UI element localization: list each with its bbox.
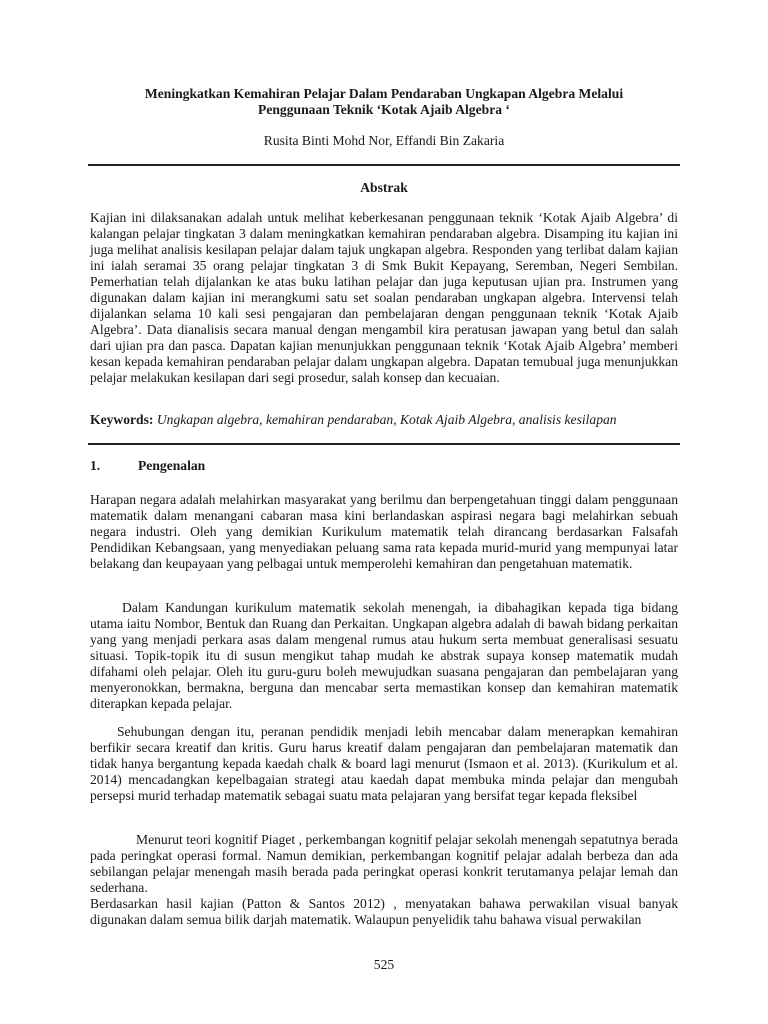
body-paragraph-4: Menurut teori kognitif Piaget , perkembangan kognitif pelajar sekolah menengah sepatutnya berada pada peringkat operasi formal. Namun demikian, perkembangan kognitif pelajar adalah berbeza dan ada sebilangan pelajar menengah masih berada pada peringkat operasi konkrit terutamanya pelajar lemah dan sederhana. xyxy=(90,832,678,895)
title-line-2: Penggunaan Teknik ‘Kotak Ajaib Algebra ‘ xyxy=(258,102,510,117)
keywords-text: Ungkapan algebra, kemahiran pendaraban, Kotak Ajaib Algebra, analisis kesilapan xyxy=(156,412,617,427)
body-paragraph-3: Sehubungan dengan itu, peranan pendidik menjadi lebih mencabar dalam menerapkan kemahiran berfikir secara kreatif dan kritis. Guru harus kreatif dalam pengajaran dan pembelajaran matematik dan tidak hanya bergantung kepada kaedah chalk & board lagi menurut (Ismaon et al. 2013). (Kurikulum et al. 2014) mencadangkan kepelbagaian strategi atau kaedah dapat membuka minda pelajar dan mengubah persepsi murid terhadap matematik sebagai suatu mata pelajaran yang bersifat tegar kepada fleksibel xyxy=(90,724,678,803)
abstract-text: Kajian ini dilaksanakan adalah untuk melihat keberkesanan penggunaan teknik ‘Kotak Ajaib Algebra’ di kalangan pelajar tingkatan 3 dalam meningkatkan kemahiran pendaraban algebra. Disamping itu kajian ini juga melihat analisis kesilapan pelajar dalam tajuk ungkapan algebra. Responden yang terlibat dalam kajian ini ialah seramai 35 orang pelajar tingkatan 3 di Smk Bukit Kepayang, Seremban, Negeri Sembilan. Pemerhatian telah dijalankan ke atas buku latihan pelajar dan juga keputusan ujian pra. Instrumen yang digunakan dalam kajian ini merangkumi satu set soalan pendaraban ungkapan algebra. Intervensi telah dijalankan selama 10 kali sesi pengajaran dan pembelajaran dengan penggunaan teknik ‘Kotak Ajaib Algebra’. Data dianalisis secara manual dengan mengambil kira peratusan jawapan yang betul dan salah dari ujian pra dan pasca. Dapatan kajian menunjukkan penggunaan teknik ‘Kotak Ajaib Algebra’ memberi kesan kepada kemahiran pendaraban pelajar dalam ungkapan algebra. Dapatan temubual juga menunjukkan pelajar melakukan kesilapan dari segi prosedur, salah konsep dan kecuaian. xyxy=(90,210,678,385)
title-line-1: Meningkatkan Kemahiran Pelajar Dalam Pendaraban Ungkapan Algebra Melalui xyxy=(144,86,624,101)
paper-title xyxy=(90,86,678,118)
top-divider xyxy=(88,164,680,166)
section-heading xyxy=(90,458,678,474)
keywords xyxy=(90,412,678,428)
body-paragraph-1: Harapan negara adalah melahirkan masyarakat yang berilmu dan berpengetahuan tinggi dalam penggunaan matematik dalam menangani cabaran masa kini berlandaskan aspirasi negara bagi melahirkan sebuah negara industri. Oleh yang demikian Kurikulum matematik telah dirancang berdasarkan Falsafah Pendidikan Kebangsaan, yang menyediakan peluang sama rata kepada murid-murid yang mempunyai latar belakang dan keupayaan yang pelbagai untuk memperolehi kemahiran dan pengetahuan matematik. xyxy=(90,492,678,571)
bottom-divider xyxy=(88,443,680,445)
paper-authors: Rusita Binti Mohd Nor, Effandi Bin Zakaria xyxy=(263,133,505,148)
page-number: 525 xyxy=(373,957,395,972)
keywords-label: Keywords: xyxy=(90,412,154,427)
section-title: Pengenalan xyxy=(138,458,206,473)
body-paragraph-2: Dalam Kandungan kurikulum matematik sekolah menengah, ia dibahagikan kepada tiga bidang utama iaitu Nombor, Bentuk dan Ruang dan Perkaitan. Ungkapan algebra adalah di bawah bidang perkaitan yang yang menjadi perkara asas dalam mengenal rumus atau hukum serta membuat generalisasi sesuatu situasi. Topik-topik itu di susun mengikut tahap mudah ke abstrak supaya konsep matematik mudah difahami oleh pelajar. Oleh itu guru-guru boleh mewujudkan suasana pengajaran dan pembelajaran yang menyeronokkan, bermakna, berguna dan mencabar serta memastikan konsep dan kemahiran matematik diterapkan kepada pelajar. xyxy=(90,600,678,711)
section-number: 1. xyxy=(90,458,101,473)
abstract-heading: Abstrak xyxy=(360,180,408,195)
body-paragraph-5: Berdasarkan hasil kajian (Patton & Santos 2012) , menyatakan bahawa perwakilan visual banyak digunakan dalam semua bilik darjah matematik. Walaupun penyelidik tahu bahawa visual perwakilan xyxy=(90,896,678,927)
